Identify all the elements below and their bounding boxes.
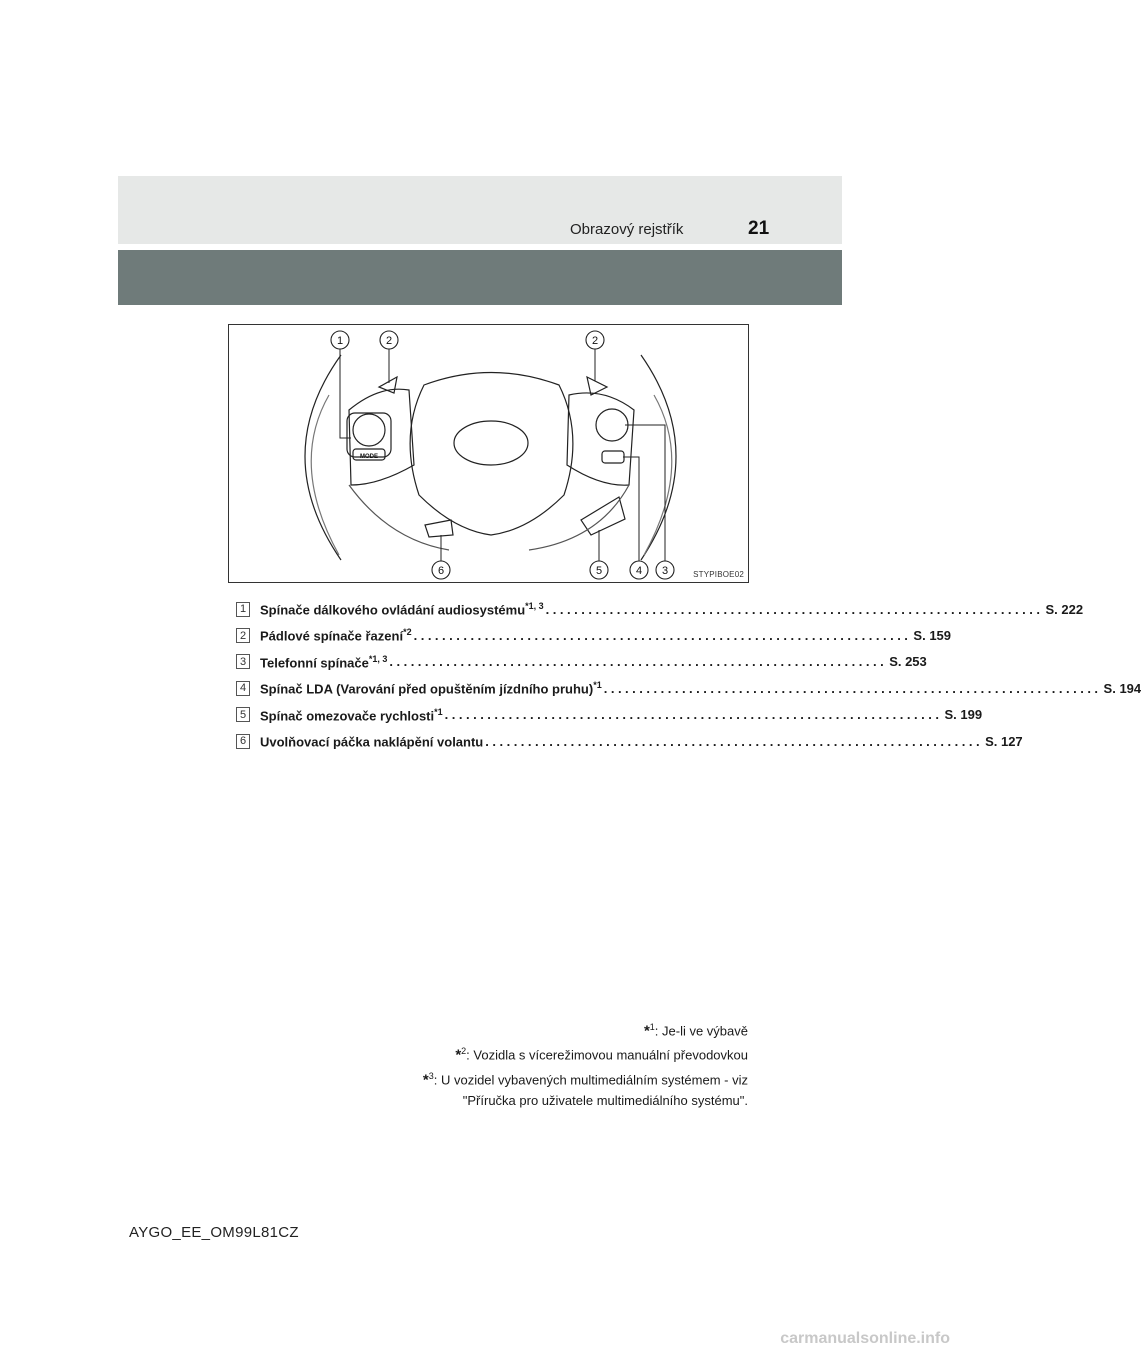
dot-leader: ...................................................................... — [413, 628, 912, 644]
header-dark-band — [118, 250, 842, 305]
item-page-ref[interactable]: S. 194 — [1103, 680, 1141, 696]
dot-leader: ...................................................................... — [545, 601, 1044, 617]
item-label: Pádlové spínače řazení$^{*2}$ — [260, 627, 412, 644]
dot-leader: ...................................................................... — [485, 733, 984, 749]
dot-leader: ...................................................................... — [444, 707, 943, 723]
item-label: Spínač omezovače rychlosti$^{*1}$ — [260, 706, 443, 723]
item-label: Telefonní spínače$^{*1, 3}$ — [260, 653, 388, 671]
footnote-continuation: "Příručka pro uživatele multimediálního systému". — [462, 1092, 748, 1108]
footnote: *$^3$: U vozidel vybavených multimediálním systémem - viz "Příručka pro uživatele multimediálního systému". — [328, 1066, 748, 1111]
tilt-lever — [425, 520, 453, 537]
footnote: *$^2$: Vozidla s vícerežimovou manuální převodovkou — [455, 1046, 748, 1064]
item-number: 4 — [236, 681, 250, 696]
item-number: 3 — [236, 654, 250, 669]
item-label: Spínač LDA (Varování před opuštěním jízdního pruhu)$^{*1}$ — [260, 680, 602, 697]
airbag-hub — [410, 373, 573, 536]
lower-spoke-left — [349, 485, 449, 550]
item-label: Spínače dálkového ovládání audiosystému$^{*1, 3}$ — [260, 601, 544, 618]
footnotes — [328, 1017, 748, 1111]
item-page-ref[interactable]: S. 199 — [944, 707, 983, 723]
list-item[interactable] — [236, 728, 1023, 754]
left-spoke — [349, 389, 414, 485]
horn-emblem — [454, 421, 528, 465]
item-number: 6 — [236, 734, 250, 749]
section-title: Obrazový rejstřík — [570, 221, 684, 238]
list-item[interactable] — [236, 649, 927, 675]
footnote: *$^1$: Je-li ve výbavě — [643, 1022, 748, 1040]
steering-wheel-illustration — [229, 325, 750, 584]
list-item[interactable] — [236, 675, 1141, 701]
audio-dial — [353, 414, 385, 446]
paddle-left — [379, 377, 397, 393]
item-page-ref[interactable]: S. 159 — [913, 628, 952, 644]
item-page-ref[interactable]: S. 222 — [1045, 601, 1084, 617]
rim-left-outer — [305, 355, 341, 560]
item-number: 2 — [236, 628, 250, 643]
list-item[interactable] — [236, 702, 983, 728]
figure-code: STYPIBOE02 — [693, 570, 744, 579]
callout-label: 5 — [595, 565, 603, 577]
list-item[interactable] — [236, 622, 952, 648]
callout-label: 2 — [385, 335, 393, 347]
item-label: Uvolňovací páčka naklápění volantu — [260, 734, 484, 750]
list-item[interactable] — [236, 596, 1084, 622]
item-page-ref[interactable]: S. 127 — [985, 733, 1023, 749]
callout-label: 4 — [635, 565, 643, 577]
callout-label: 6 — [437, 565, 445, 577]
header-light-band — [118, 176, 842, 244]
rim-left-inner — [311, 395, 339, 555]
steering-wheel-figure — [228, 324, 749, 583]
document-code: AYGO_EE_OM99L81CZ — [129, 1224, 299, 1241]
item-number: 5 — [236, 707, 250, 722]
item-list — [236, 596, 1141, 754]
callout-label: 2 — [591, 335, 599, 347]
paddle-right — [587, 377, 607, 395]
dot-leader: ...................................................................... — [603, 680, 1102, 696]
lower-spoke-right — [529, 485, 629, 550]
watermark: carmanualsonline.info — [780, 1330, 950, 1347]
mode-button-label: MODE — [360, 454, 378, 460]
item-page-ref[interactable]: S. 253 — [889, 654, 927, 670]
page-number: 21 — [748, 218, 770, 239]
leader-3 — [625, 425, 665, 562]
item-number: 1 — [236, 602, 250, 617]
lda-switch — [602, 451, 624, 463]
leader-4 — [623, 457, 639, 562]
callout-label: 3 — [661, 565, 669, 577]
callout-label: 1 — [336, 335, 344, 347]
dot-leader: ...................................................................... — [389, 654, 888, 670]
rim-right-outer — [641, 355, 676, 560]
right-spoke — [567, 393, 634, 485]
phone-switch — [596, 409, 628, 441]
